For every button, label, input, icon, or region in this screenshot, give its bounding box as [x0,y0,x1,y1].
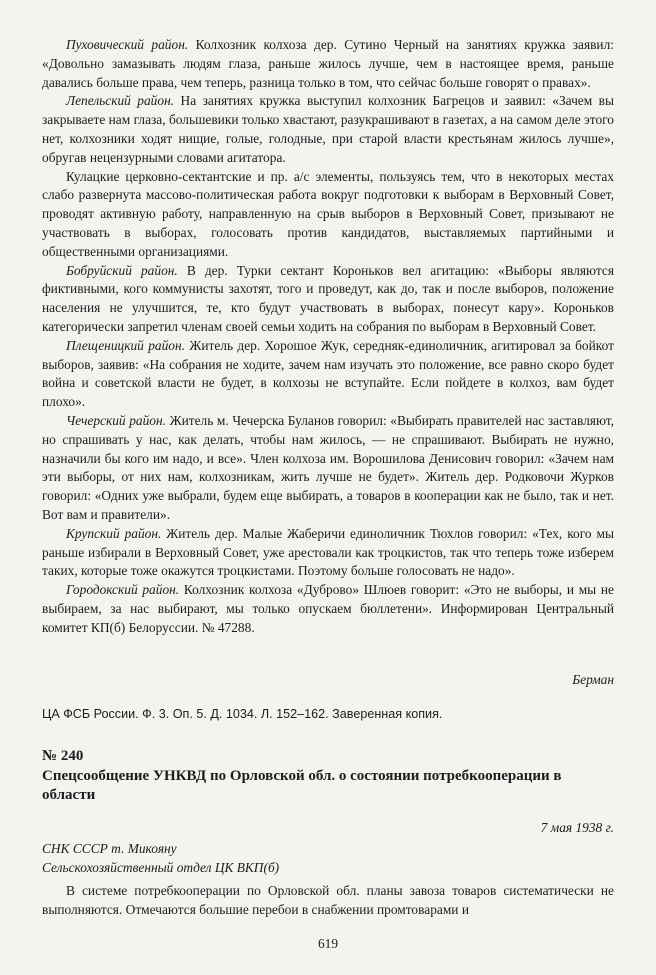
paragraph-text: Колхозник колхоза «Дуброво» Шлюев говорит: «Это не выборы, и мы не выбираем, за нас выбирают, мы только опускаем бюллетени». Информирован Центральный комитет КП(б) Белоруссии. № 47288. [42,582,614,635]
paragraph-text: На занятиях кружка выступил колхозник Багрецов и заявил: «Зачем вы закрываете нам глаза, большевики только хвастают, разукрашивают в газетах, а на самом деле этого нет, колхозники ходят нищие, голые, голодные, при старой власти крестьянам жилось лучше», обругав нецензурными словами агитатора. [42,93,614,165]
paragraph-puhovichi [42,36,614,92]
report-text [42,36,614,638]
paragraph-lepel [42,92,614,167]
district-name: Пуховический район. [66,37,189,52]
paragraph-bobruisk [42,262,614,337]
document-body: В системе потребкооперации по Орловской обл. планы завоза товаров систематически не выполняются. Отмечаются большие перебои в снабжении промтоварами и [42,883,614,917]
page-number: 619 [317,936,339,951]
paragraph-krupki [42,525,614,581]
paragraph-text: Кулацкие церковно-сектантские и пр. а/с элементы, пользуясь тем, что в некоторых местах слабо развернута массово-политическая работа вокруг подготовки к выборам в Верховный Совет, проводят активную работу, направленную на срыв выборов в Верховный Совет, призывают не участвовать в выборах, голосовать против кандидатов, выставляемых партийными и общественными организациями. [42,168,614,259]
document-title: Спецсообщение УНКВД по Орловской обл. о состоянии потребкооперации в области [42,768,562,803]
addressee-line: Сельскохозяйственный отдел ЦК ВКП(б) [42,859,280,875]
paragraph-text: Колхозник колхоза дер. Сутино Черный на занятиях кружка заявил: «Довольно замазывать людям глаза, раньше жилось лучше, чем в настоящее время, раньше давались больше права, чем теперь, разница только в том, что сейчас больше говорят о правах». [42,37,614,90]
district-name: Крупский район. [66,525,162,541]
paragraph-kulak-elements [42,168,614,262]
paragraph-chechersk [42,412,614,525]
addressee-line: СНК СССР т. Микояну [42,841,177,856]
signature: Берман [572,672,614,687]
paragraph-text: Житель дер. Малые Жаберичи единоличник Тюхлов говорил: «Тех, кого мы раньше избирали в Верховный Совет, уже арестовали как троцкистов, так что теперь тоже изберем таких, которые тоже окажутся троцкистами. Поэтому больше голосовать не надо». [42,525,614,579]
district-name: Лепельский район. [66,93,175,109]
document-date: 7 мая 1938 г. [540,820,614,835]
archive-reference: ЦА ФСБ России. Ф. 3. Оп. 5. Д. 1034. Л. 152–162. Заверенная копия. [42,707,443,721]
district-name: Плещеницкий район. [66,337,185,353]
district-name: Бобруйский район. [66,262,178,278]
paragraph-text: Житель м. Чечерска Буланов говорил: «Выбирать правителей нас заставляют, но спрашивать у нас, как делать, чтобы нам жилось, — не спрашивают. Выбирать не нужно, назначили бы кого им надо, и все». Член колхоза им. Ворошилова Денисович говорил: «Зачем нам эти выборы, от них нам, колхозникам, жить лучше не будет». Житель дер. Родковочи Журков говорил: «Одних уже выбрали, будем еще выбирать, а товаров в кооперации как не было, так и нет. Вот вам и правители». [42,412,614,522]
addressee-block [42,840,602,878]
document-number: № 240 [42,748,84,764]
district-name: Чечерский район. [66,412,166,428]
paragraph-pleshchenitsy [42,337,614,412]
paragraph-text: В дер. Турки сектант Короньков вел агитацию: «Выборы являются фиктивными, кого коммунисты захотят, того и проведут, как до, так и после выборов, положение населения не улучшится, те, кто будут участвовать в выборах, понесут кару». Короньков категорически запретил членам своей семьи ходить на собрания по выборам в Верховный Совет. [42,262,614,334]
district-name: Городокский район. [66,582,180,598]
paragraph-text: Житель дер. Хорошое Жук, середняк-единоличник, агитировал за бойкот выборов, заявив: «На собрания не ходите, зачем нам изучать это положение, все равно скоро будет война и советской власти не будет, в колхозы не вступайте. Если пойдете в колхоз, вам будет плохо». [42,337,614,410]
paragraph-gorodok [42,581,614,637]
